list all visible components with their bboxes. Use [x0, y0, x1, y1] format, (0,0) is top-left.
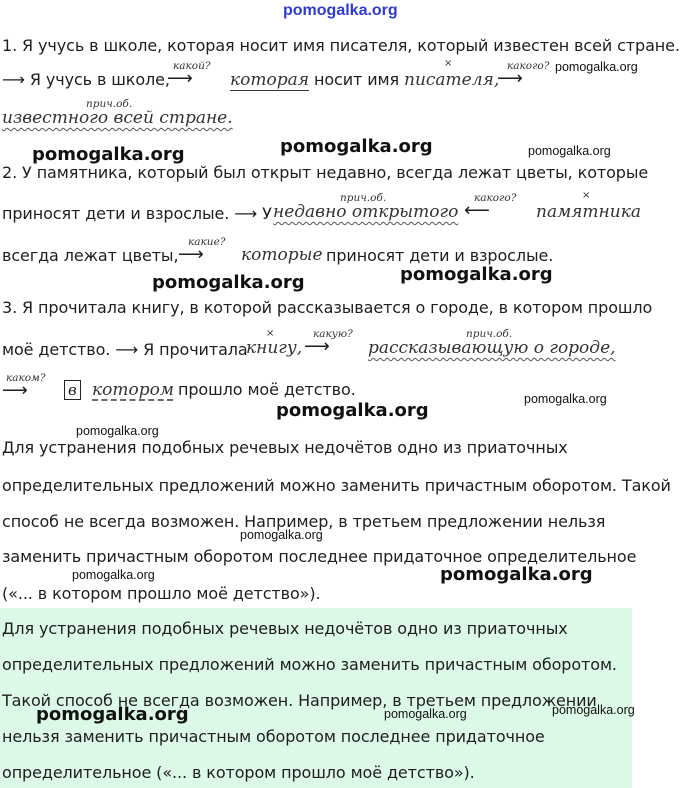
para1-line: определительных предложений можно заменить причастным оборотом. Такой: [2, 476, 671, 495]
s1-analysis-line1: [2, 70, 170, 89]
s3-note: прич.об.: [466, 328, 513, 340]
s2-line3-suffix: приносят дети и взрослые.: [326, 246, 554, 265]
s1-prefix: Я учусь в школе,: [29, 70, 170, 89]
s2-participle-phrase: недавно открытого: [273, 202, 459, 222]
watermark: pomogalka.org: [76, 424, 159, 438]
s2-word-3: которые: [241, 245, 323, 265]
s3-line2-prefix: моё детство.: [2, 340, 111, 359]
watermark-top: pomogalka.org: [283, 2, 398, 19]
para1-line: заменить причастным оборотом последнее придаточное определительное: [2, 547, 637, 566]
para2-line: определительных предложений можно заменить причастным оборотом.: [2, 655, 617, 674]
s3-question-2: каком?: [6, 372, 46, 384]
watermark: pomogalka.org: [528, 144, 611, 158]
s2-line-2: [2, 204, 272, 223]
s1-mid: носит имя: [314, 70, 400, 89]
para1-line: способ не всегда возможен. Например, в третьем предложении нельзя: [2, 512, 606, 531]
arrow-icon: ⟶: [2, 380, 28, 401]
cross-mark-icon: ×: [582, 190, 591, 201]
s2-note: прич.об.: [340, 192, 387, 204]
arrow-icon: ⟶: [234, 204, 258, 223]
watermark: pomogalka.org: [72, 568, 155, 582]
s2-word-2: памятника: [536, 202, 641, 222]
s1-word-1: которая: [230, 70, 310, 90]
arrow-icon: ⟶: [304, 336, 330, 357]
s1-participle-phrase: известного всей стране.: [2, 108, 233, 128]
s2-line-3: всегда лежат цветы,: [2, 246, 179, 265]
cross-mark-icon: ×: [444, 58, 453, 69]
s3-preposition-box: в: [64, 380, 81, 400]
watermark: pomogalka.org: [152, 272, 305, 293]
s2-preposition: У: [262, 204, 272, 223]
arrow-icon: ⟶: [2, 70, 25, 89]
sentence-3: 3. Я прочитала книгу, в которой рассказывается о городе, в котором прошло: [2, 298, 653, 317]
s3-question-1: какую?: [313, 328, 353, 340]
para2-line: нельзя заменить причастным оборотом последнее придаточное: [2, 727, 545, 746]
watermark: pomogalka.org: [240, 528, 323, 542]
s1-question-1: какой?: [173, 60, 211, 72]
s3-subject: Я прочитала: [143, 340, 248, 359]
s3-word-3: котором: [92, 380, 174, 400]
watermark: pomogalka.org: [36, 704, 189, 725]
watermark: pomogalka.org: [524, 392, 607, 406]
watermark: pomogalka.org: [552, 703, 635, 717]
s1-word-2: писателя,: [404, 70, 500, 90]
para2-line: Для устранения подобных речевых недочётов одно из приаточных: [2, 619, 568, 638]
arrow-icon: ⟶: [167, 68, 193, 89]
sentence-1: 1. Я учусь в школе, которая носит имя писателя, который известен всей стране.: [2, 36, 680, 55]
arrow-icon: ⟶: [497, 68, 523, 89]
watermark: pomogalka.org: [384, 707, 467, 721]
s1-question-2: какого?: [507, 60, 550, 72]
watermark: pomogalka.org: [555, 60, 638, 74]
s3-line-2: [2, 340, 248, 359]
s3-suffix: прошло моё детство.: [178, 380, 356, 399]
para1-line: Для устранения подобных речевых недочётов одно из приаточных: [2, 438, 568, 457]
watermark: pomogalka.org: [280, 136, 433, 157]
s2-question-2: какие?: [188, 236, 226, 248]
s1-note: прич.об.: [86, 98, 133, 110]
watermark: pomogalka.org: [276, 400, 429, 421]
s3-participle-phrase: рассказывающую о городе,: [368, 338, 616, 358]
cross-mark-icon: ×: [266, 328, 275, 339]
arrow-icon: ⟶: [178, 244, 204, 265]
s3-word-1: книгу,: [246, 338, 303, 358]
s2-line2-prefix: приносят дети и взрослые.: [2, 204, 230, 223]
para1-line: («... в котором прошло моё детство»).: [2, 584, 321, 603]
sentence-2: 2. У памятника, который был открыт недавно, всегда лежат цветы, которые: [2, 163, 649, 182]
arrow-icon: ⟶: [115, 340, 139, 359]
watermark: pomogalka.org: [32, 144, 185, 165]
para2-line: определительное («... в котором прошло моё детство»).: [2, 763, 475, 782]
watermark: pomogalka.org: [400, 264, 553, 285]
para2-line: Такой способ не всегда возможен. Например, в третьем предложении: [2, 691, 597, 710]
watermark: pomogalka.org: [440, 564, 593, 585]
s2-question-1: какого?: [474, 192, 517, 204]
arrow-left-icon: ⟵: [464, 200, 490, 221]
